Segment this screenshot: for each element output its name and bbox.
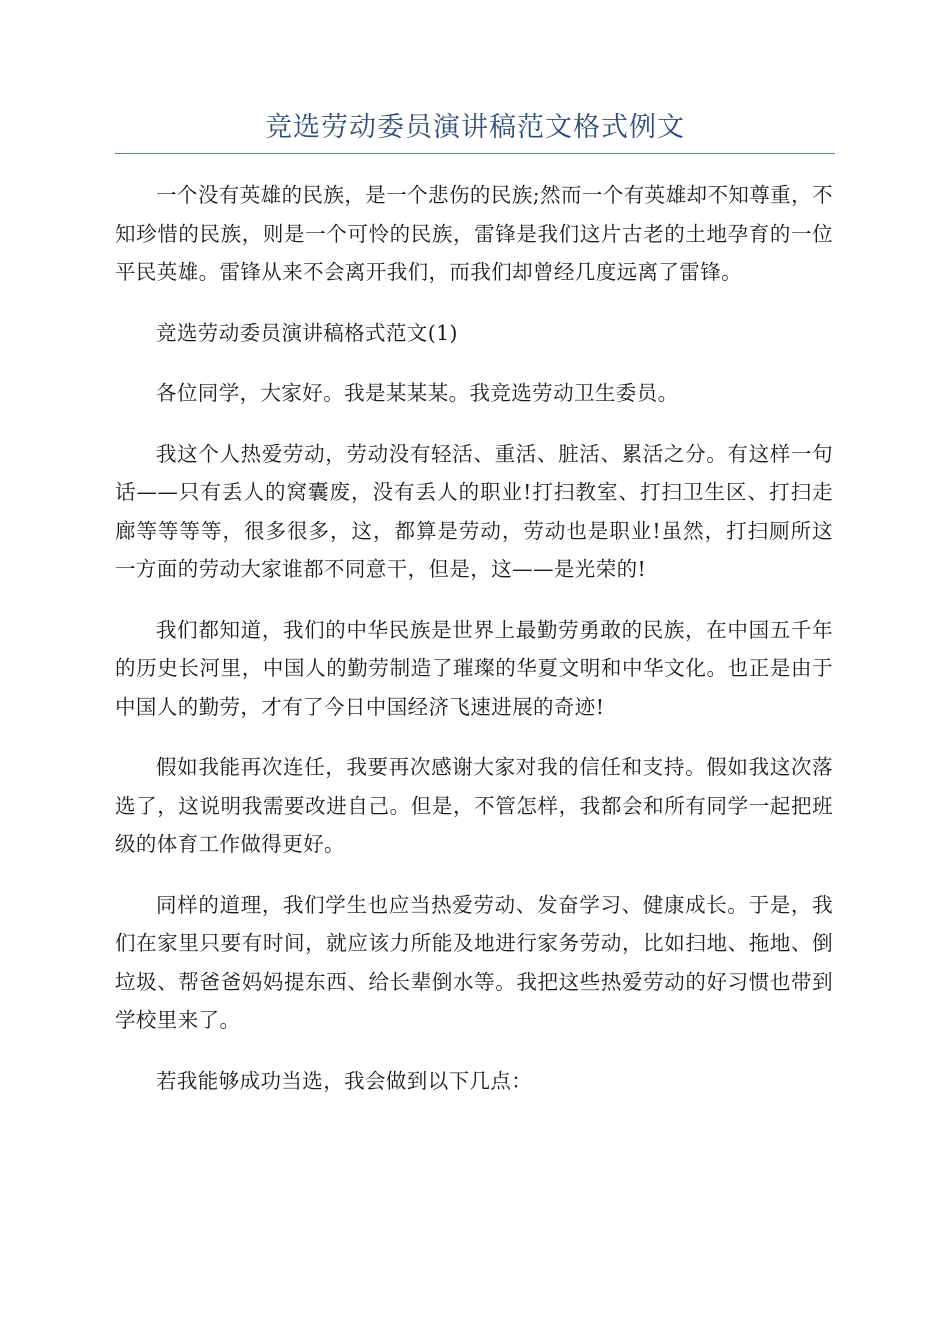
paragraph-students: 同样的道理，我们学生也应当热爱劳动、发奋学习、健康成长。于是，我们在家里只要有时间，就应该力所能及地进行家务劳动，比如扫地、拖地、倒垃圾、帮爸爸妈妈提东西、给长辈倒水等。我把这些热爱劳动的好习惯也带到学校里来了。 [115, 892, 833, 1032]
paragraph-chinese-nation: 我们都知道，我们的中华民族是世界上最勤劳勇敢的民族，在中国五千年的历史长河里，中国人的勤劳制造了璀璨的华夏文明和中华文化。也正是由于中国人的勤劳，才有了今日中国经济飞速进展的奇迹! [115, 617, 833, 719]
paragraph-section-heading: 竞选劳动委员演讲稿格式范文(1) [156, 320, 458, 345]
document-body [115, 176, 833, 1122]
paragraph-love-labor: 我这个人热爱劳动，劳动没有轻活、重活、脏活、累活之分。有这样一句话——只有丢人的窝囊废，没有丢人的职业!打扫教室、打扫卫生区、打扫走廊等等等等，很多很多，这，都算是劳动，劳动也是职业!虽然，打扫厕所这一方面的劳动大家谁都不同意干，但是，这——是光荣的! [115, 441, 833, 581]
paragraph-promises: 若我能够成功当选，我会做到以下几点： [156, 1068, 533, 1093]
paragraph-reelection: 假如我能再次连任，我要再次感谢大家对我的信任和支持。假如我这次落选了，这说明我需要改进自己。但是，不管怎样，我都会和所有同学一起把班级的体育工作做得更好。 [115, 755, 833, 856]
document-title: 竞选劳动委员演讲稿范文格式例文 [265, 112, 685, 143]
title-underline [115, 153, 835, 154]
paragraph-greeting: 各位同学，大家好。我是某某某。我竞选劳动卫生委员。 [156, 381, 679, 405]
paragraph-intro: 一个没有英雄的民族，是一个悲伤的民族;然而一个有英雄却不知尊重，不知珍惜的民族，则是一个可怜的民族，雷锋是我们这片古老的土地孕育的一位平民英雄。雷锋从来不会离开我们，而我们却曾经几度远离了雷锋。 [115, 183, 833, 284]
